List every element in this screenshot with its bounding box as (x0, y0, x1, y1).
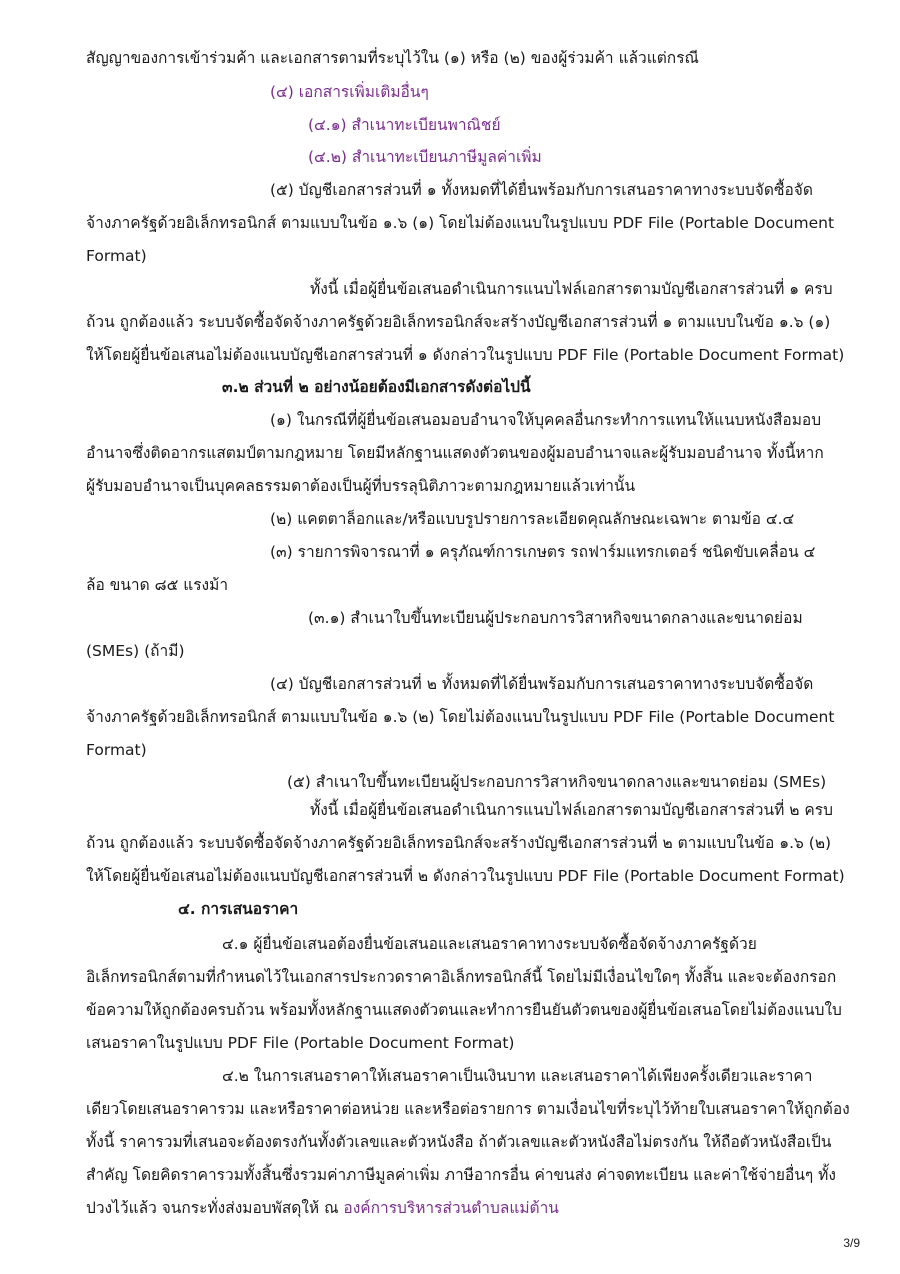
page-number: 3/9 (843, 1236, 860, 1250)
text-line: อิเล็กทรอนิกส์ตามที่กำหนดไว้ในเอกสารประกวดราคาอิเล็กทรอนิกส์นี้ โดยไม่มีเงื่อนไขใดๆ ทั้งสิ้น และจะต้องกรอก (86, 968, 837, 986)
text-line: ให้โดยผู้ยื่นข้อเสนอไม่ต้องแนบบัญชีเอกสารส่วนที่ ๑ ดังกล่าวในรูปแบบ PDF File (Portable Document Format) (86, 346, 845, 364)
list-item: (๓.๑) สำเนาใบขึ้นทะเบียนผู้ประกอบการวิสาหกิจขนาดกลางและขนาดย่อม (308, 609, 803, 627)
section-heading: ๓.๒ ส่วนที่ ๒ อย่างน้อยต้องมีเอกสารดังต่อไปนี้ (222, 378, 531, 396)
list-item: (๔.๑) สำเนาทะเบียนพาณิชย์ (308, 116, 501, 134)
text-line: ข้อความให้ถูกต้องครบถ้วน พร้อมทั้งหลักฐานแสดงตัวตนและทำการยืนยันตัวตนของผู้ยื่นข้อเสนอโดยไม่ต้องแนบใบ (86, 1001, 842, 1019)
list-item: ๔.๑ ผู้ยื่นข้อเสนอต้องยื่นข้อเสนอและเสนอราคาทางระบบจัดซื้อจัดจ้างภาครัฐด้วย (222, 935, 757, 953)
text-line: Format) (86, 247, 147, 265)
list-item: (๔) บัญชีเอกสารส่วนที่ ๒ ทั้งหมดที่ได้ยื่นพร้อมกับการเสนอราคาทางระบบจัดซื้อจัด (270, 675, 814, 693)
list-item: (๕) สำเนาใบขึ้นทะเบียนผู้ประกอบการวิสาหกิจขนาดกลางและขนาดย่อม (SMEs) (287, 773, 827, 791)
text-line: (SMEs) (ถ้ามี) (86, 642, 185, 660)
text-line: จ้างภาครัฐด้วยอิเล็กทรอนิกส์ ตามแบบในข้อ ๑.๖ (๑) โดยไม่ต้องแนบในรูปแบบ PDF File (Portable Document (86, 214, 835, 232)
text-line: ผู้รับมอบอำนาจเป็นบุคคลธรรมดาต้องเป็นผู้ที่บรรลุนิติภาวะตามกฎหมายแล้วเท่านั้น (86, 477, 636, 495)
section-heading: ๔. การเสนอราคา (178, 900, 299, 918)
text-line: อำนาจซึ่งติดอากรแสตมป์ตามกฎหมาย โดยมีหลักฐานแสดงตัวตนของผู้มอบอำนาจและผู้รับมอบอำนาจ ทั้งนี้หาก (86, 444, 824, 462)
list-item: (๕) บัญชีเอกสารส่วนที่ ๑ ทั้งหมดที่ได้ยื่นพร้อมกับการเสนอราคาทางระบบจัดซื้อจัด (270, 181, 813, 199)
text-line: ทั้งนี้ เมื่อผู้ยื่นข้อเสนอดำเนินการแนบไฟล์เอกสารตามบัญชีเอกสารส่วนที่ ๒ ครบ (310, 801, 833, 819)
text-line: สำคัญ โดยคิดราคารวมทั้งสิ้นซึ่งรวมค่าภาษีมูลค่าเพิ่ม ภาษีอากรอื่น ค่าขนส่ง ค่าจดทะเบียน และค่าใช้จ่ายอื่นๆ ทั้ง (86, 1166, 836, 1184)
list-item: (๒) แคตตาล็อกและ/หรือแบบรูปรายการละเอียดคุณลักษณะเฉพาะ ตามข้อ ๔.๔ (270, 510, 795, 528)
text-line: จ้างภาครัฐด้วยอิเล็กทรอนิกส์ ตามแบบในข้อ ๑.๖ (๒) โดยไม่ต้องแนบในรูปแบบ PDF File (Portable Document (86, 708, 835, 726)
list-item: ๔.๒ ในการเสนอราคาให้เสนอราคาเป็นเงินบาท และเสนอราคาได้เพียงครั้งเดียวและราคา (222, 1067, 813, 1085)
text-line: เสนอราคาในรูปแบบ PDF File (Portable Document Format) (86, 1034, 515, 1052)
text-line: ถ้วน ถูกต้องแล้ว ระบบจัดซื้อจัดจ้างภาครัฐด้วยอิเล็กทรอนิกส์จะสร้างบัญชีเอกสารส่วนที่ ๒ ตามแบบในข้อ ๑.๖ (๒) (86, 834, 832, 852)
text-line: ให้โดยผู้ยื่นข้อเสนอไม่ต้องแนบบัญชีเอกสารส่วนที่ ๒ ดังกล่าวในรูปแบบ PDF File (Portable Document Format) (86, 867, 845, 885)
list-item: (๓) รายการพิจารณาที่ ๑ ครุภัณฑ์การเกษตร รถฟาร์มแทรกเตอร์ ชนิดขับเคลื่อน ๔ (270, 543, 816, 561)
text-line: เดียวโดยเสนอราคารวม และหรือราคาต่อหน่วย และหรือต่อรายการ ตามเงื่อนไขที่ระบุไว้ท้ายใบเสนอราคาให้ถูกต้อง (86, 1100, 850, 1118)
text-line-prefix: ปวงไว้แล้ว จนกระทั่งส่งมอบพัสดุให้ ณ (86, 1199, 344, 1217)
list-item: (๔.๒) สำเนาทะเบียนภาษีมูลค่าเพิ่ม (308, 148, 542, 166)
text-line: ทั้งนี้ เมื่อผู้ยื่นข้อเสนอดำเนินการแนบไฟล์เอกสารตามบัญชีเอกสารส่วนที่ ๑ ครบ (310, 280, 833, 298)
text-line: ล้อ ขนาด ๘๕ แรงม้า (86, 576, 229, 594)
text-line: สัญญาของการเข้าร่วมค้า และเอกสารตามที่ระบุไว้ใน (๑) หรือ (๒) ของผู้ร่วมค้า แล้วแต่กรณี (86, 49, 699, 67)
list-item: (๑) ในกรณีที่ผู้ยื่นข้อเสนอมอบอำนาจให้บุคคลอื่นกระทำการแทนให้แนบหนังสือมอบ (270, 411, 822, 429)
list-item-heading: (๔) เอกสารเพิ่มเติมอื่นๆ (270, 83, 429, 101)
text-line: ถ้วน ถูกต้องแล้ว ระบบจัดซื้อจัดจ้างภาครัฐด้วยอิเล็กทรอนิกส์จะสร้างบัญชีเอกสารส่วนที่ ๑ ตามแบบในข้อ ๑.๖ (๑) (86, 313, 831, 331)
text-line: Format) (86, 741, 147, 759)
text-line (86, 1198, 559, 1218)
organization-name: องค์การบริหารส่วนตำบลแม่ต้าน (343, 1199, 559, 1217)
text-line: ทั้งนี้ ราคารวมที่เสนอจะต้องตรงกันทั้งตัวเลขและตัวหนังสือ ถ้าตัวเลขและตัวหนังสือไม่ตรงกัน ให้ถือตัวหนังสือเป็น (86, 1133, 832, 1151)
